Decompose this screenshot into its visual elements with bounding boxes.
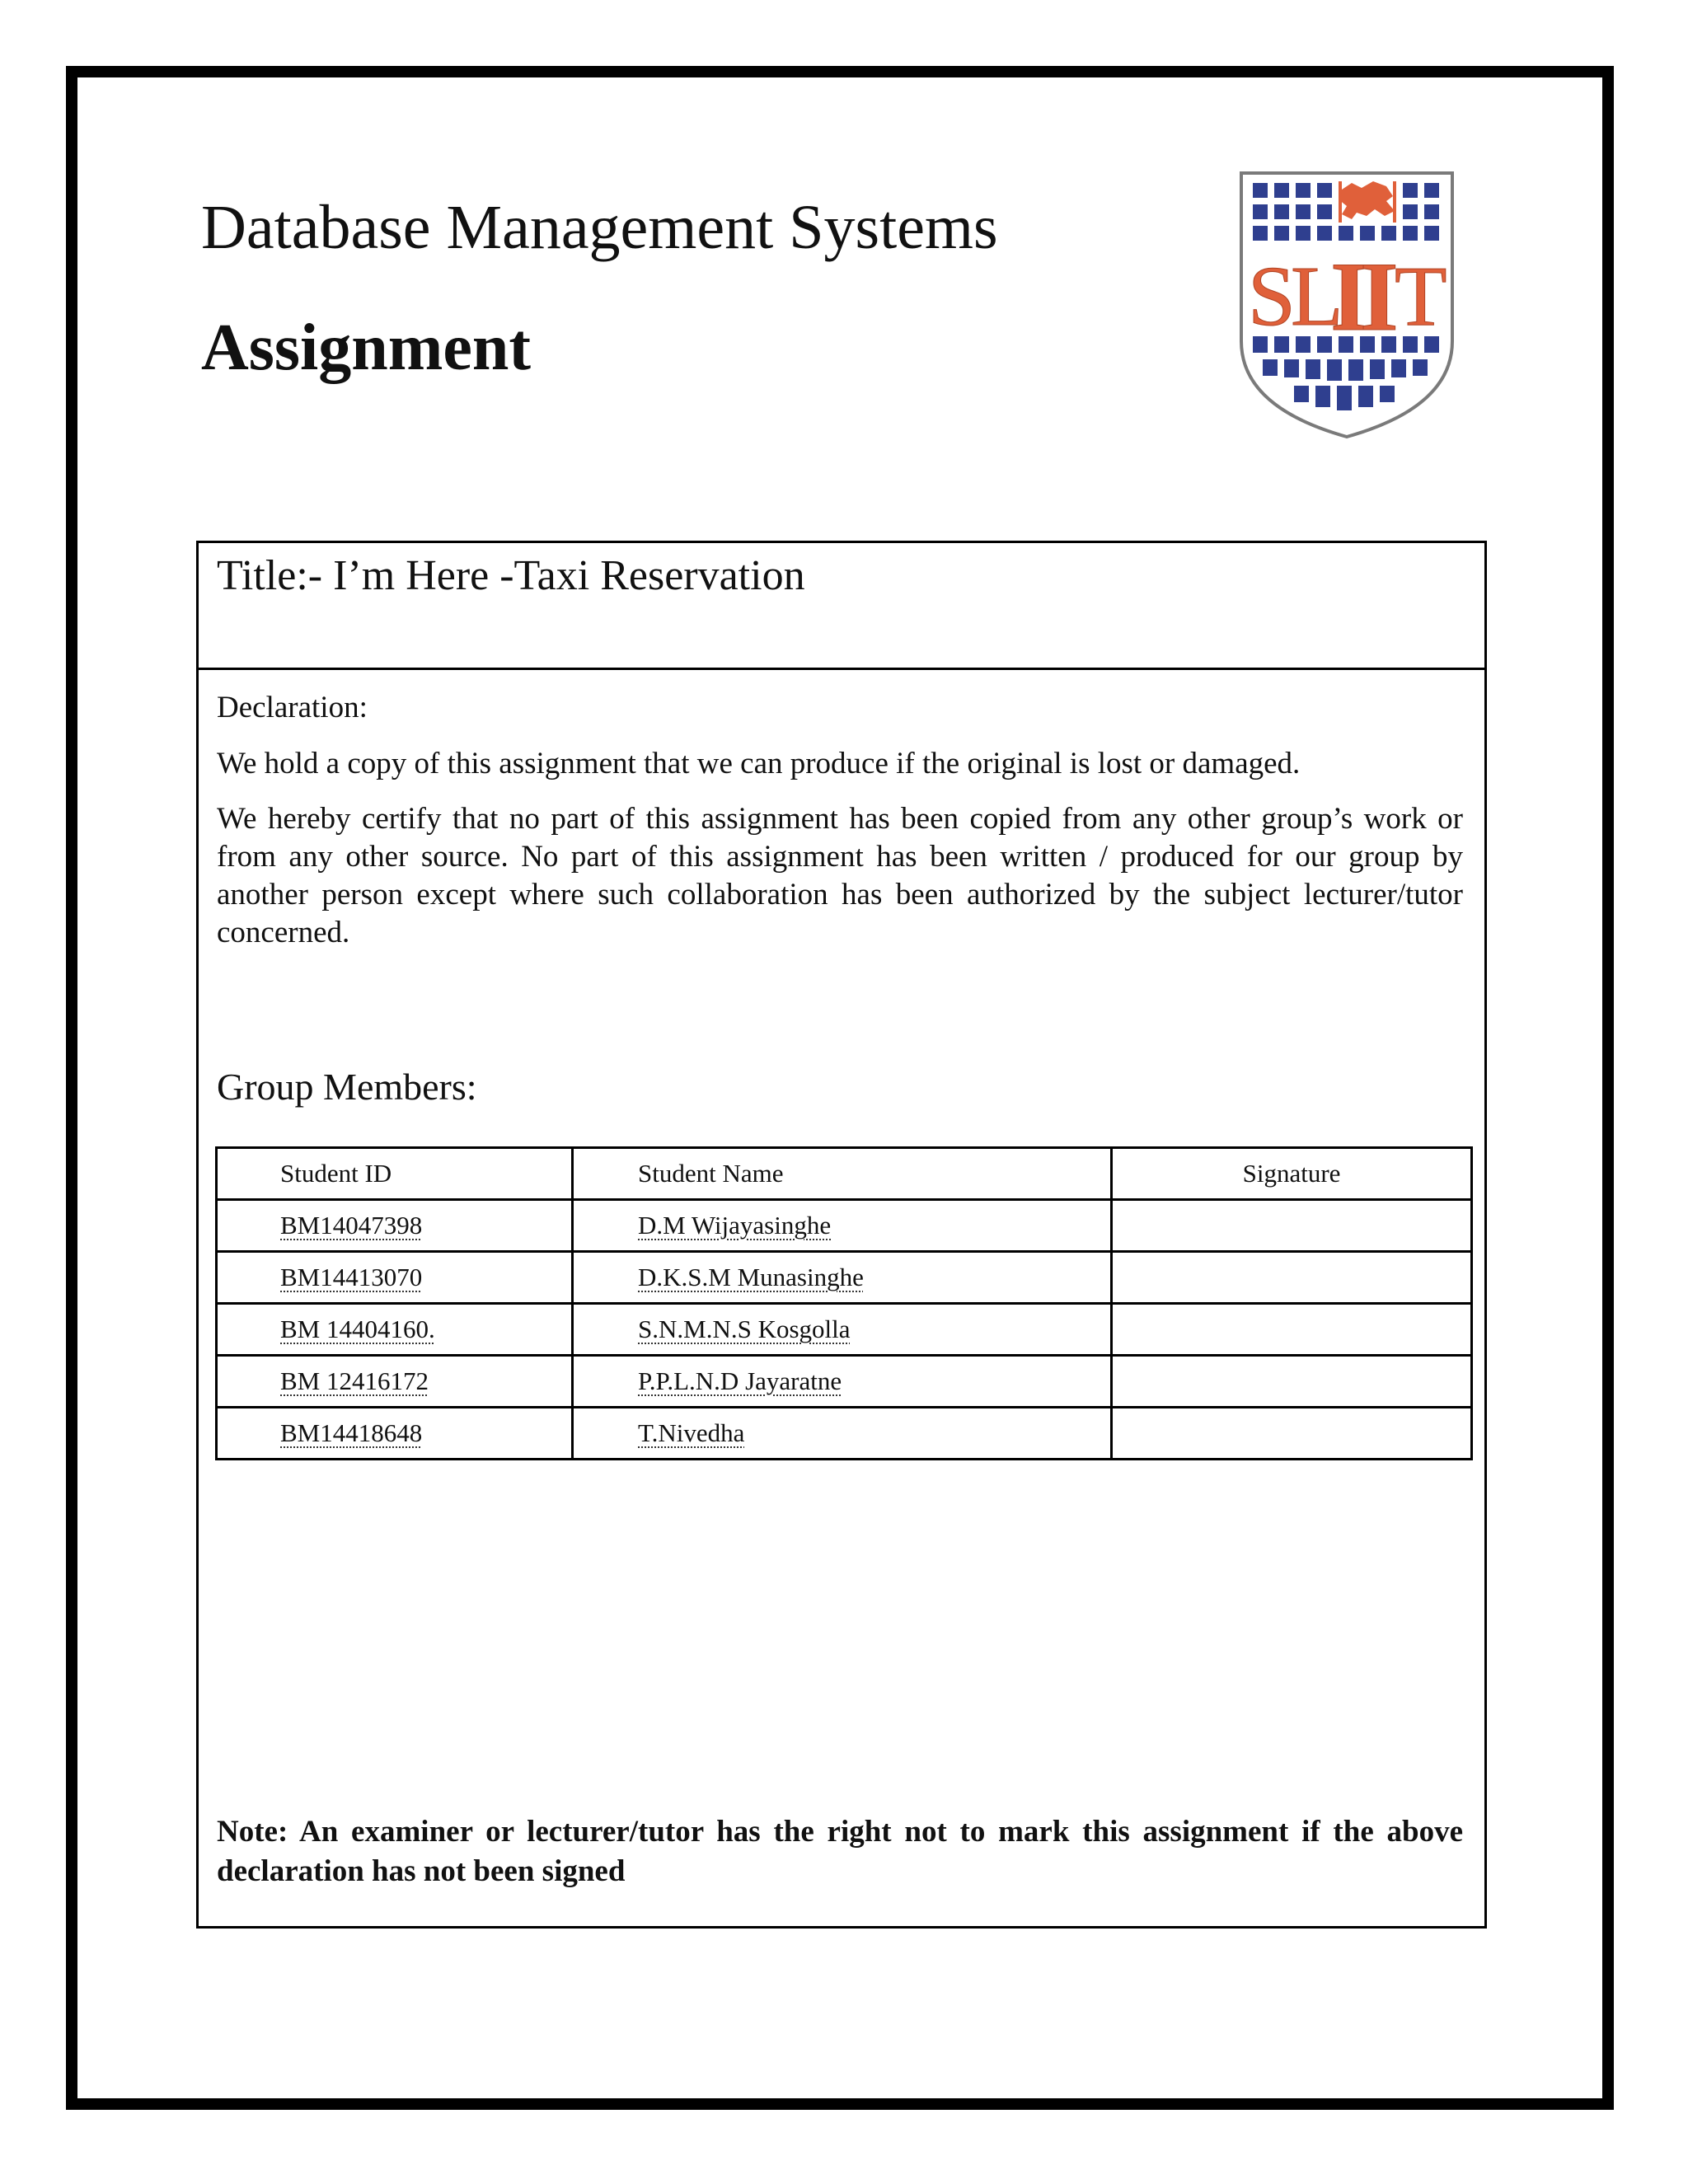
student-name: D.K.S.M Munasinghe [638, 1263, 864, 1291]
declaration-heading: Declaration: [217, 691, 368, 724]
assignment-cover-box [196, 541, 1487, 1929]
student-id: BM14418648 [280, 1418, 423, 1447]
signature-cell [1112, 1408, 1472, 1460]
student-name: T.Nivedha [638, 1418, 745, 1447]
declaration-paragraph-2: We hereby certify that no part of this assignment has been copied from any other group’s work or from any other source. No part of this assignment has been written / produced for our group by another person except where such collaboration has been authorized by the subject lecturer/tutor concerned. [217, 802, 1463, 949]
student-name-cell [573, 1304, 1112, 1356]
table-header-row [217, 1148, 1472, 1200]
student-id-cell [217, 1200, 573, 1252]
student-id-cell [217, 1304, 573, 1356]
student-id: BM 14404160. [280, 1315, 435, 1343]
svg-text:S: S [1248, 249, 1296, 344]
course-title: Database Management Systems [201, 193, 998, 262]
student-name-cell [573, 1356, 1112, 1408]
signature-cell [1112, 1356, 1472, 1408]
student-name-cell [573, 1408, 1112, 1460]
student-name-cell [573, 1252, 1112, 1304]
group-members-table [215, 1146, 1473, 1460]
student-name-cell [573, 1200, 1112, 1252]
student-name: P.P.L.N.D Jayaratne [638, 1366, 842, 1395]
signature-cell [1112, 1200, 1472, 1252]
table-row [217, 1200, 1472, 1252]
title-row [199, 543, 1484, 670]
table-row [217, 1408, 1472, 1460]
svg-text:T: T [1395, 249, 1447, 344]
svg-text:I: I [1360, 241, 1399, 351]
student-name: D.M Wijayasinghe [638, 1211, 832, 1240]
group-members-heading: Group Members: [217, 1066, 477, 1108]
student-id: BM 12416172 [280, 1366, 429, 1395]
student-name: S.N.M.N.S Kosgolla [638, 1315, 851, 1343]
table-row [217, 1304, 1472, 1356]
table-row [217, 1356, 1472, 1408]
student-id-cell [217, 1408, 573, 1460]
column-header-student-name: Student Name [573, 1148, 1112, 1200]
student-id: BM14413070 [280, 1263, 423, 1291]
declaration-paragraph-1: We hold a copy of this assignment that we can produce if the original is lost or damaged. [217, 747, 1301, 780]
signature-cell [1112, 1304, 1472, 1356]
sliit-shield-logo [1236, 168, 1457, 440]
student-id: BM14047398 [280, 1211, 423, 1240]
column-header-student-id: Student ID [217, 1148, 573, 1200]
student-id-cell [217, 1252, 573, 1304]
svg-text:L: L [1291, 249, 1343, 344]
assignment-title: Title:- I’m Here -Taxi Reservation [217, 552, 805, 599]
document-kind: Assignment [201, 312, 532, 384]
table-row [217, 1252, 1472, 1304]
signature-cell [1112, 1252, 1472, 1304]
student-id-cell [217, 1356, 573, 1408]
column-header-signature: Signature [1112, 1148, 1472, 1200]
signature-note: Note: An examiner or lecturer/tutor has the right not to mark this assignment if the above declaration has not been signed [217, 1815, 1463, 1888]
svg-text:I: I [1330, 241, 1369, 351]
